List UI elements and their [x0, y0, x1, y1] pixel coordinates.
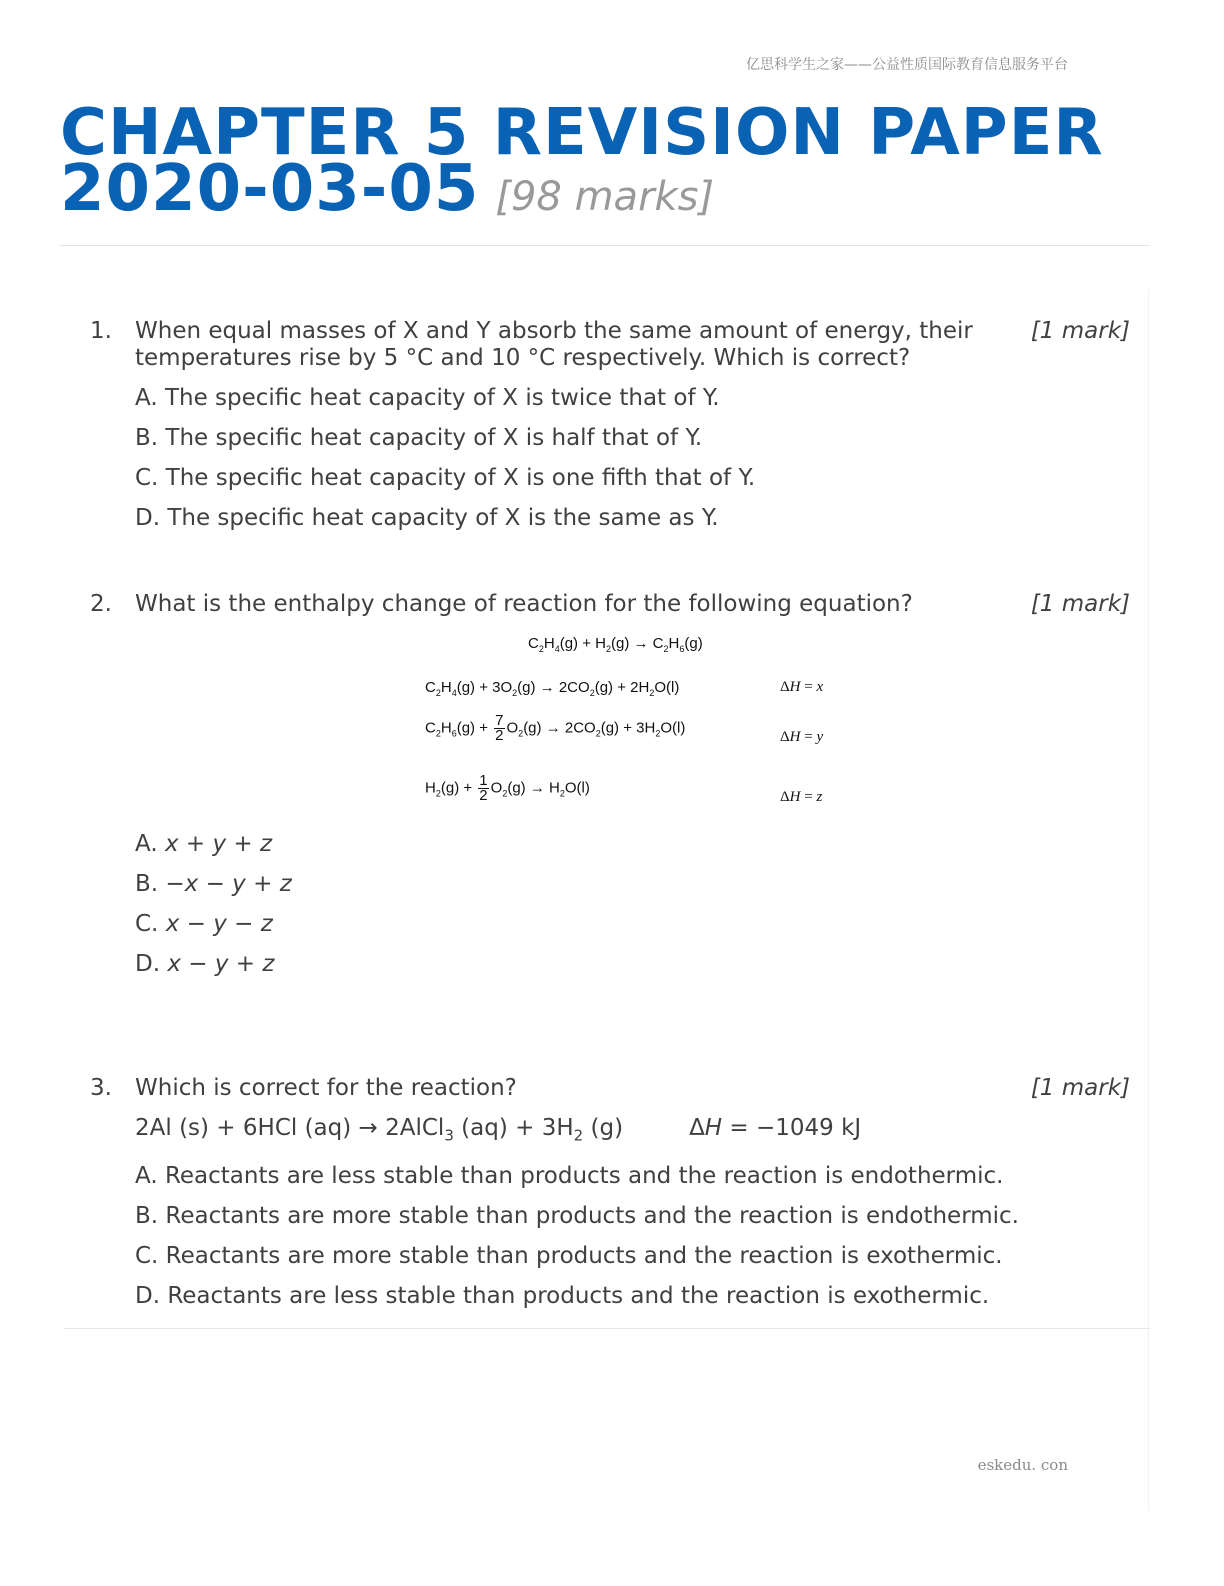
equation-3-dh: ΔH = z	[780, 789, 823, 805]
reaction-equation: 2Al (s) + 6HCl (aq) → 2AlCl$_3$ $(aq) + 3H_2$ (g) ΔH = −1049 kJ	[135, 1115, 862, 1145]
question-3	[90, 1075, 1130, 1310]
question-marks: [1 mark]	[1030, 591, 1130, 617]
option-c	[135, 911, 1130, 938]
question-number: 2.	[90, 591, 112, 617]
question-marks: [1 mark]	[1030, 318, 1130, 344]
option-letter: D.	[135, 951, 161, 977]
option-c: C. The specific heat capacity of X is one fifth that of Y.	[135, 465, 756, 491]
footer-divider	[64, 1328, 1150, 1329]
header-watermark: 亿思科学生之家——公益性质国际教育信息服务平台	[746, 57, 1068, 73]
option-a: A. Reactants are less stable than products and the reaction is endothermic.	[135, 1162, 1004, 1189]
option-d: D. Reactants are less stable than products and the reaction is exothermic.	[135, 1282, 990, 1309]
question-text: When equal masses of X and Y absorb the same amount of energy, their temperatures rise by 5 °C and 10 °C respectively. Which is correct?	[135, 318, 973, 371]
header-divider	[60, 245, 1150, 246]
question-text: Which is correct for the reaction?	[135, 1075, 517, 1101]
equation-image	[90, 624, 1130, 805]
page-edge-line	[1148, 290, 1149, 1510]
reaction-enthalpy: ΔH = −1049 kJ	[689, 1115, 862, 1141]
question-marks: [1 mark]	[1030, 1075, 1130, 1101]
option-d	[135, 951, 1130, 978]
enthalpy-value: = −1049 kJ	[729, 1115, 862, 1141]
option-expression: −x − y + z	[165, 871, 292, 897]
question-number: 3.	[90, 1075, 112, 1101]
footer-watermark: eskedu. con	[977, 1456, 1068, 1474]
option-expression: x + y + z	[164, 831, 273, 857]
title-line-2-wrap	[60, 152, 1160, 226]
equation-2-dh: ΔH = y	[780, 729, 824, 745]
equation-1: $C_2H_4(g) + 3O_2(g) \to 2CO_2(g) + 2H_2O(l)$	[425, 679, 680, 698]
question-number: 1.	[90, 318, 112, 344]
option-a	[135, 831, 1130, 858]
question-1	[90, 318, 1130, 532]
option-letter: A.	[135, 831, 158, 857]
equation-3: $H_2(g)$ + $\frac{1}{2}$ $O_2(g) \to H_2O(l)$	[425, 772, 590, 804]
option-d: D. The specific heat capacity of X is the same as Y.	[135, 505, 719, 531]
option-expression: x − y − z	[165, 911, 273, 937]
option-b: B. The specific heat capacity of X is half that of Y.	[135, 425, 703, 451]
option-letter: B.	[135, 871, 159, 897]
target-equation: $C_2H_4(g) + H_2(g) \to C_2H_6(g)$	[528, 635, 703, 654]
question-text: What is the enthalpy change of reaction for the following equation?	[135, 591, 913, 617]
question-2	[90, 591, 1130, 978]
option-letter: C.	[135, 911, 159, 937]
option-b	[135, 871, 1130, 898]
option-expression: x − y + z	[167, 951, 275, 977]
option-c: C. Reactants are more stable than products and the reaction is exothermic.	[135, 1242, 1003, 1269]
page-title	[60, 96, 1160, 226]
title-date: 2020-03-05	[60, 152, 480, 226]
title-line-1: CHAPTER 5 REVISION PAPER	[60, 96, 1104, 170]
option-a: A. The specific heat capacity of X is twice that of Y.	[135, 385, 720, 411]
total-marks: [98 marks]	[495, 174, 715, 220]
equation-2: $C_2H_6(g)$ + $\frac{7}{2}$ $O_2(g) \to 2CO_2(g) + 3H_2O(l)$	[425, 712, 686, 744]
option-b: B. Reactants are more stable than products and the reaction is endothermic.	[135, 1202, 1019, 1229]
equation-1-dh: ΔH = x	[780, 679, 824, 695]
